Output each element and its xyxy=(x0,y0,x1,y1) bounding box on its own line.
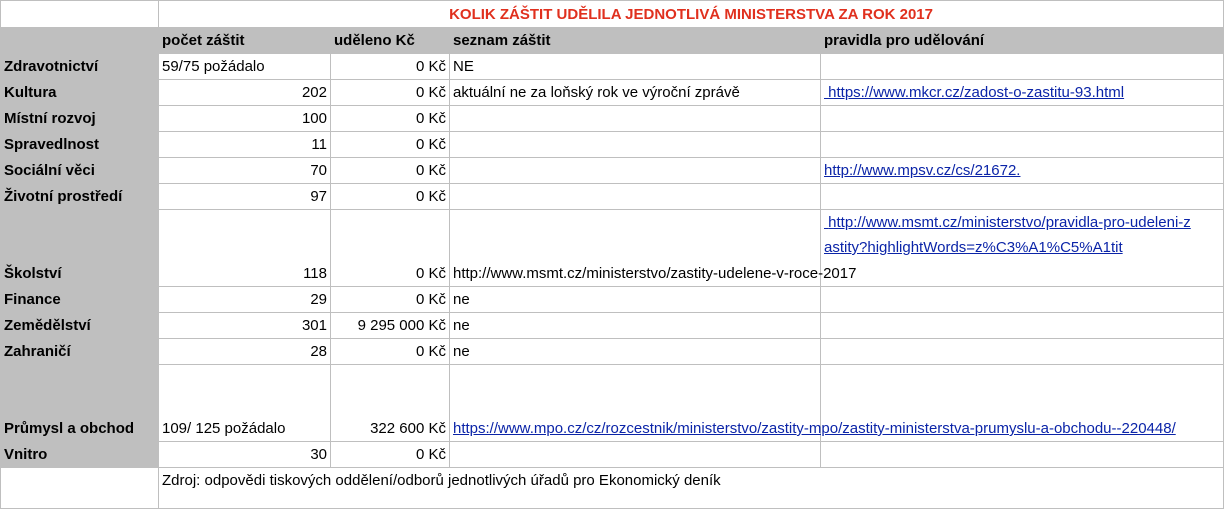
rules-cell[interactable] xyxy=(821,80,1224,106)
count-cell[interactable]: 28 xyxy=(159,339,331,365)
header-count[interactable]: počet záštit xyxy=(159,28,331,54)
count-cell[interactable]: 100 xyxy=(159,106,331,132)
header-amount[interactable]: uděleno Kč xyxy=(331,28,450,54)
list-cell[interactable] xyxy=(450,365,1176,442)
table-row xyxy=(1,158,1224,184)
ministry-cell[interactable]: Životní prostředí xyxy=(1,184,159,210)
title-row xyxy=(1,1,1224,28)
ministry-cell[interactable]: Zemědělství xyxy=(1,313,159,339)
table-row xyxy=(1,442,1224,468)
rules-cell[interactable] xyxy=(821,184,1224,210)
ministry-cell[interactable]: Průmysl a obchod xyxy=(1,365,159,442)
rules-cell[interactable] xyxy=(821,106,1224,132)
list-link[interactable]: https://www.mpo.cz/cz/rozcestnik/ministerstvo/zastity-mpo/zastity-ministerstva-prumyslu-a-obchodu--220448/ xyxy=(453,420,1176,437)
count-cell[interactable]: 301 xyxy=(159,313,331,339)
source-note: Zdroj: odpovědi tiskových oddělení/odborů jednotlivých úřadů pro Ekonomický deník xyxy=(162,472,721,489)
count-cell[interactable]: 29 xyxy=(159,287,331,313)
amount-cell[interactable]: 0 Kč xyxy=(331,184,450,210)
ministry-cell[interactable]: Spravedlnost xyxy=(1,132,159,158)
rules-cell[interactable] xyxy=(821,287,1224,313)
table-row xyxy=(1,54,1224,80)
amount-cell[interactable]: 0 Kč xyxy=(331,54,450,80)
list-cell[interactable] xyxy=(450,210,857,287)
header-row xyxy=(1,28,1224,54)
count-cell[interactable]: 109/ 125 požádalo xyxy=(159,365,331,442)
table-row xyxy=(1,365,1224,442)
table-row xyxy=(1,132,1224,158)
header-list[interactable]: seznam záštit xyxy=(450,28,821,54)
rules-cell[interactable] xyxy=(821,132,1224,158)
count-cell[interactable]: 70 xyxy=(159,158,331,184)
ministry-cell[interactable]: Zdravotnictví xyxy=(1,54,159,80)
list-cell[interactable] xyxy=(450,442,821,468)
table-row xyxy=(1,313,1224,339)
ministry-cell[interactable]: Školství xyxy=(1,210,159,287)
cell-empty[interactable] xyxy=(1,1,159,28)
list-cell[interactable]: NE xyxy=(450,54,821,80)
rules-link[interactable]: https://www.mkcr.cz/zadost-o-zastitu-93.html xyxy=(824,84,1125,101)
amount-cell[interactable]: 0 Kč xyxy=(331,132,450,158)
amount-cell[interactable]: 9 295 000 Kč xyxy=(331,313,450,339)
count-cell[interactable]: 30 xyxy=(159,442,331,468)
count-cell[interactable]: 118 xyxy=(159,210,331,287)
amount-cell[interactable]: 0 Kč xyxy=(331,287,450,313)
table-row xyxy=(1,287,1224,313)
ministry-cell[interactable]: Kultura xyxy=(1,80,159,106)
source-note-cell[interactable] xyxy=(159,468,1224,509)
amount-cell[interactable]: 0 Kč xyxy=(331,210,450,287)
ministry-cell[interactable]: Zahraničí xyxy=(1,339,159,365)
sheet-title[interactable]: KOLIK ZÁŠTIT UDĚLILA JEDNOTLIVÁ MINISTERSTVA ZA ROK 2017 xyxy=(159,1,1224,28)
amount-cell[interactable]: 0 Kč xyxy=(331,339,450,365)
count-cell[interactable]: 59/75 požádalo xyxy=(159,54,331,80)
rules-cell[interactable] xyxy=(821,210,1224,287)
rules-link[interactable]: http://www.mpsv.cz/cs/21672. xyxy=(824,162,1021,179)
list-cell[interactable]: ne xyxy=(450,313,821,339)
ministry-cell[interactable]: Finance xyxy=(1,287,159,313)
table-row xyxy=(1,210,1224,287)
amount-cell[interactable]: 0 Kč xyxy=(331,158,450,184)
rules-cell[interactable] xyxy=(821,158,1224,184)
ministry-cell[interactable]: Sociální věci xyxy=(1,158,159,184)
table-row xyxy=(1,106,1224,132)
rules-cell[interactable] xyxy=(821,339,1224,365)
count-cell[interactable]: 11 xyxy=(159,132,331,158)
source-row xyxy=(1,468,1224,509)
ministry-cell[interactable]: Místní rozvoj xyxy=(1,106,159,132)
table-row xyxy=(1,339,1224,365)
amount-cell[interactable]: 0 Kč xyxy=(331,442,450,468)
header-rules[interactable]: pravidla pro udělování xyxy=(821,28,1224,54)
amount-cell[interactable]: 0 Kč xyxy=(331,106,450,132)
amount-cell[interactable]: 0 Kč xyxy=(331,80,450,106)
header-ministry-blank[interactable] xyxy=(1,28,159,54)
rules-cell[interactable] xyxy=(821,442,1224,468)
amount-cell[interactable]: 322 600 Kč xyxy=(331,365,450,442)
rules-link[interactable]: http://www.msmt.cz/ministerstvo/pravidla-pro-udeleni-zastity?highlightWords=z%C3%A1%C5%A1tit xyxy=(824,214,1191,256)
list-url-text: http://www.msmt.cz/ministerstvo/zastity-udelene-v-roce-2017 xyxy=(453,265,857,282)
rules-cell[interactable] xyxy=(821,54,1224,80)
table-row xyxy=(1,184,1224,210)
cell-empty[interactable] xyxy=(1,468,159,509)
rules-cell[interactable] xyxy=(821,313,1224,339)
table-row xyxy=(1,80,1224,106)
list-cell[interactable]: ne xyxy=(450,287,821,313)
ministry-cell[interactable]: Vnitro xyxy=(1,442,159,468)
count-cell[interactable]: 97 xyxy=(159,184,331,210)
list-cell[interactable]: ne xyxy=(450,339,821,365)
list-cell[interactable] xyxy=(450,184,821,210)
list-cell[interactable] xyxy=(450,106,821,132)
list-cell[interactable]: aktuální ne za loňský rok ve výroční zprávě xyxy=(450,80,821,106)
count-cell[interactable]: 202 xyxy=(159,80,331,106)
list-cell[interactable] xyxy=(450,132,821,158)
list-cell[interactable] xyxy=(450,158,821,184)
